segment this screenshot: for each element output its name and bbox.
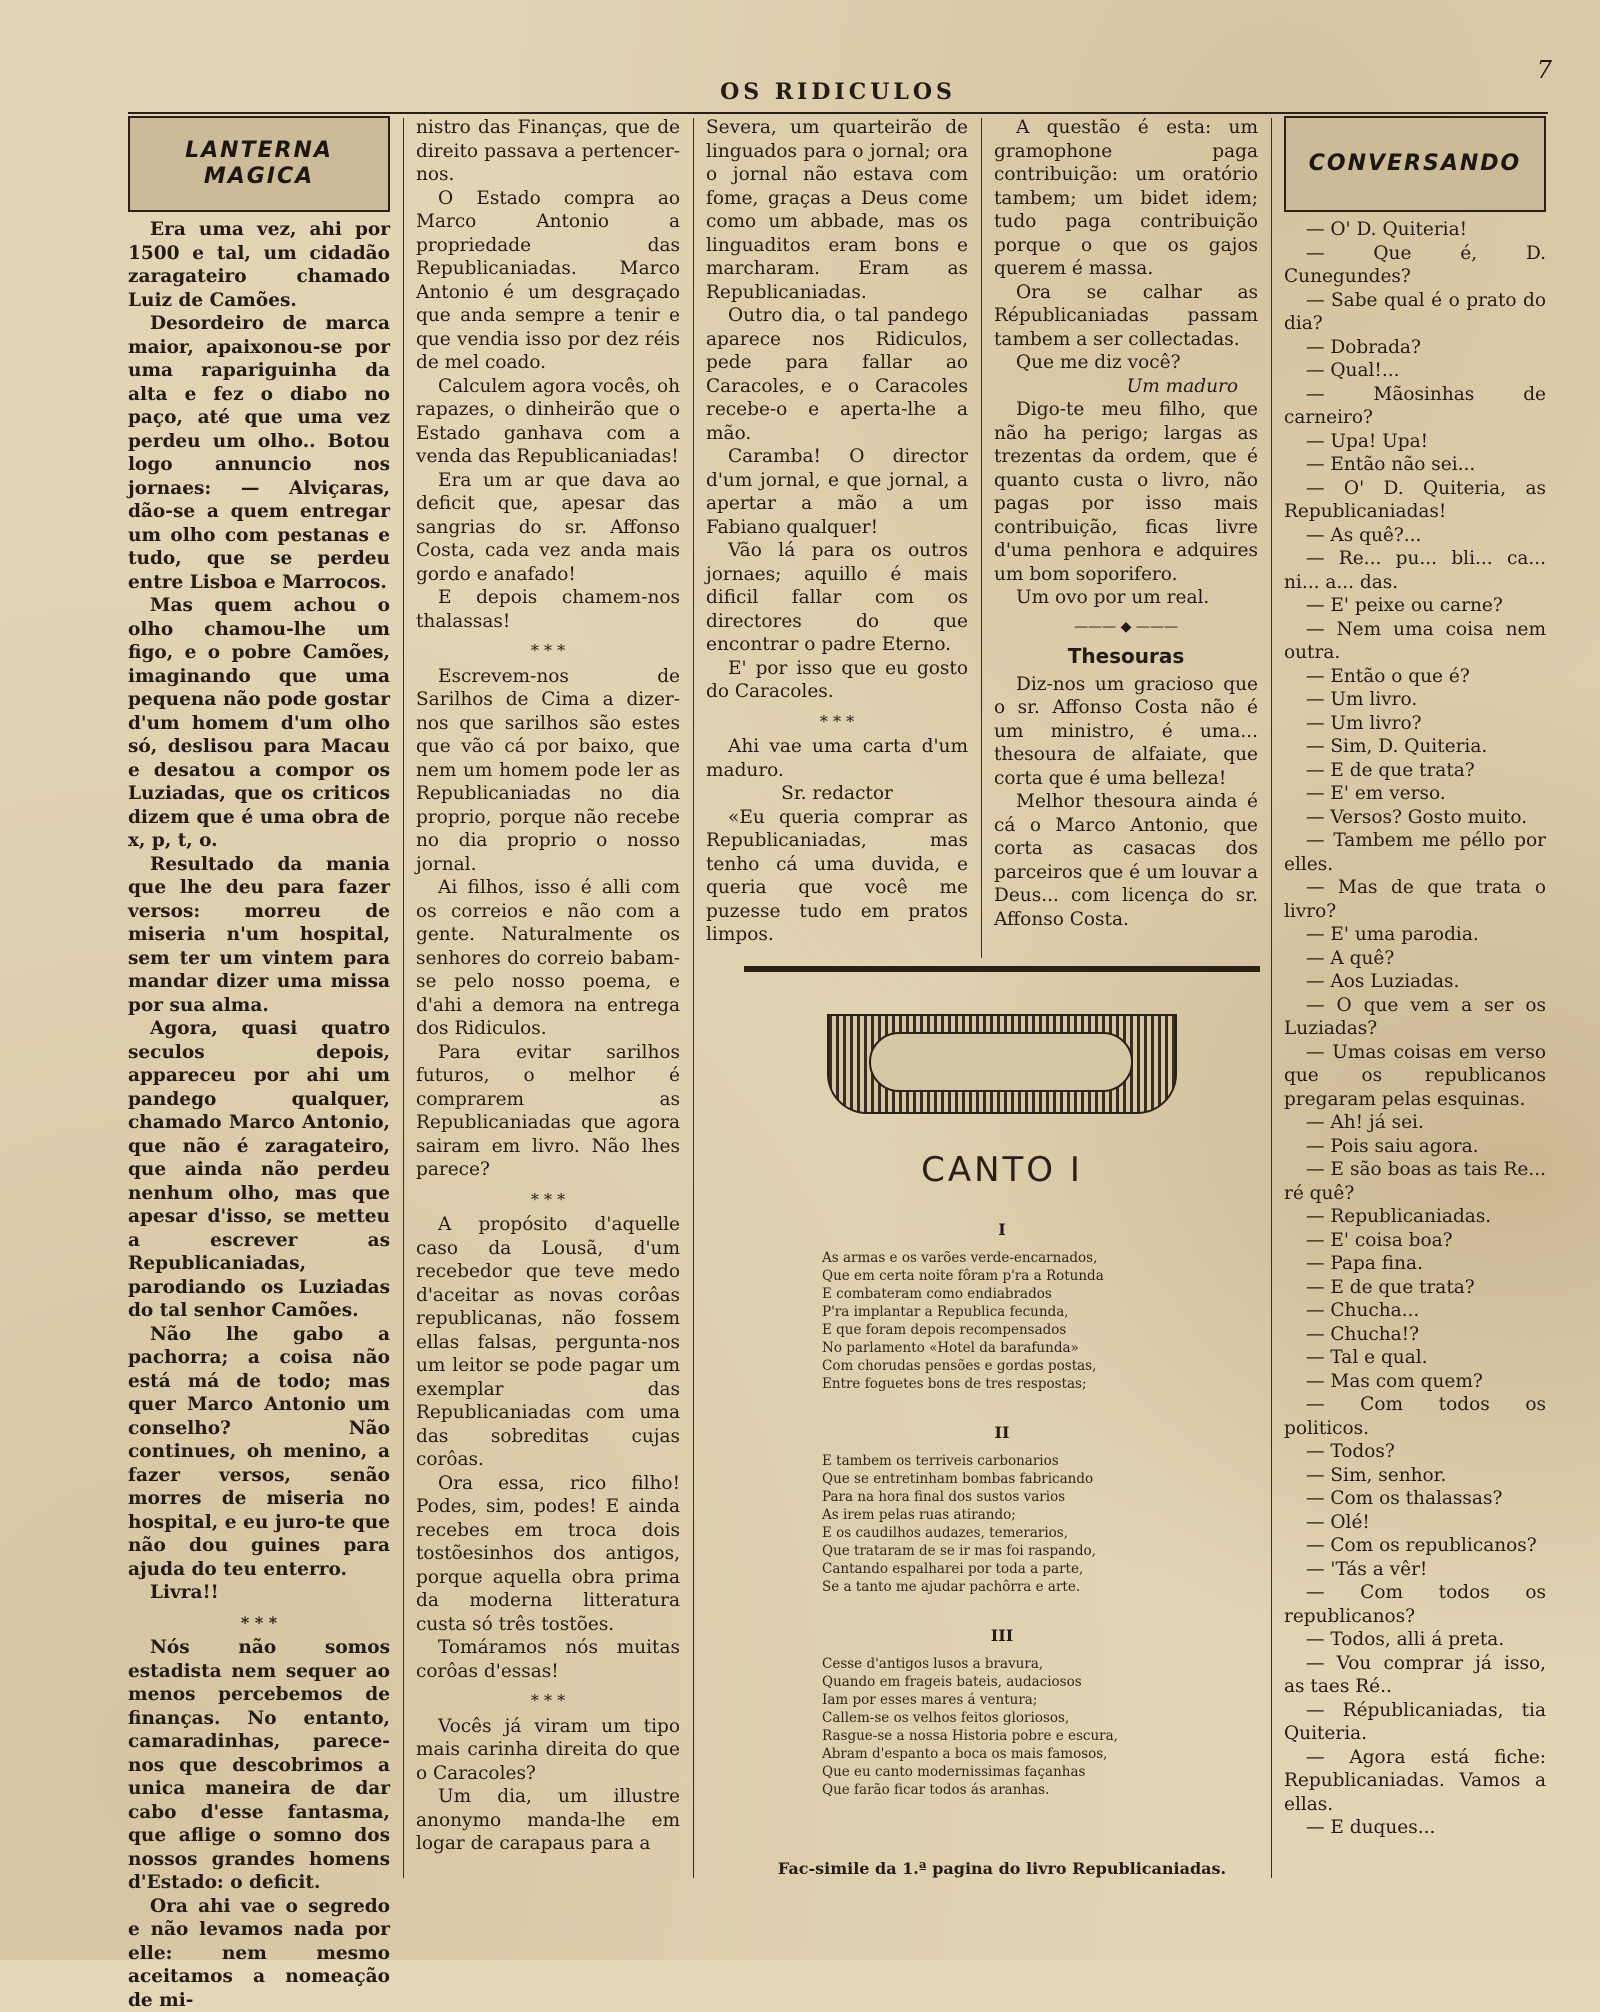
article-paragraph: A questão é esta: um gramophone paga contribuição: um oratório tambem; um bidet idem; tudo paga contribuição porque o que os gajos querem é massa. <box>994 116 1258 281</box>
dialogue-line: — Ah! já sei. <box>1284 1111 1546 1135</box>
dialogue-line: — Então o que é? <box>1284 665 1546 689</box>
dialogue-line: — Re... pu... bli... ca... ni... a... das. <box>1284 547 1546 594</box>
dialogue-line: — Mas com quem? <box>1284 1370 1546 1394</box>
stanza-number: I <box>744 1220 1260 1239</box>
dialogue-line: — E' em verso. <box>1284 782 1546 806</box>
dialogue-line: — E de que trata? <box>1284 759 1546 783</box>
article-paragraph: A propósito d'aquelle caso da Lousã, d'um recebedor que teve medo d'aceitar as novas corôas republicanas, não fossem ellas falsas, pergunta-nos um leitor se pode pagar um exemplar das Republicaniadas com uma das sobreditas cujas corôas. <box>416 1213 680 1472</box>
verse-line: E combateram como endiabrados <box>822 1285 1182 1303</box>
dialogue-line: — Com todos os republicanos? <box>1284 1581 1546 1628</box>
dialogue-line: — Com os republicanos? <box>1284 1534 1546 1558</box>
article-paragraph: Melhor thesoura ainda é cá o Marco Antonio, que corta as casacas dos parceiros que é um louvar a Deus... com licença do sr. Affonso Costa. <box>994 790 1258 931</box>
verse-line: Para na hora final dos sustos varios <box>822 1488 1182 1506</box>
article-paragraph: Desordeiro de marca maior, apaixonou-se por uma rapariguinha da alta e fez o diabo no paço, até que uma vez perdeu um olho.. Botou logo annuncio nos jornaes: — Alviçaras, dão-se a quem entregar um olho com pestanas e tudo, que se perdeu entre Lisboa e Marrocos. <box>128 312 390 594</box>
article-paragraph: Escrevem-nos de Sarilhos de Cima a dizer-nos que sarilhos são estes que vão cá por baixo, que nem um homem pode ler as Republicaniadas no dia proprio, porque não recebe no dia proprio o nosso jornal. <box>416 665 680 877</box>
dialogue-line: — Com os thalassas? <box>1284 1487 1546 1511</box>
verse-line: Abram d'espanto a boca os mais famosos, <box>822 1745 1182 1763</box>
dialogue-line: — E' uma parodia. <box>1284 923 1546 947</box>
article-paragraph: Ai filhos, isso é alli com os correios e não com a gente. Naturalmente os senhores do correio babam-se pelo nosso poema, e d'ahi a demora na entrega dos Ridiculos. <box>416 876 680 1041</box>
section-separator: * * * <box>416 1689 680 1713</box>
dialogue-line: — Chucha... <box>1284 1299 1546 1323</box>
stanza <box>822 1655 1182 1799</box>
dialogue-line: — Upa! Upa! <box>1284 430 1546 454</box>
dialogue-line: — A quê? <box>1284 947 1546 971</box>
article-paragraph: Ora essa, rico filho! Podes, sim, podes! E ainda recebes em troca dois tostõesinhos dos antigos, porque aquella obra prima da moderna litteratura custa só três tostões. <box>416 1472 680 1637</box>
article-paragraph: Ora ahi vae o segredo e não levamos nada por elle: nem mesmo aceitamos a nomeação de mi- <box>128 1895 390 2012</box>
dialogue-line: — As quê?... <box>1284 524 1546 548</box>
stanza-number: III <box>744 1626 1260 1645</box>
dialogue-line: — Nem uma coisa nem outra. <box>1284 618 1546 665</box>
dialogue-line: — Aos Luziadas. <box>1284 970 1546 994</box>
dialogue-line: — Que é, D. Cunegundes? <box>1284 242 1546 289</box>
dialogue-line: — Sim, D. Quiteria. <box>1284 735 1546 759</box>
lanterna-magica-title: LANTERNA MAGICA <box>130 138 388 190</box>
stanza-number: II <box>744 1423 1260 1442</box>
verse-line: E os caudilhos audazes, temerarios, <box>822 1524 1182 1542</box>
dialogue-line: — O' D. Quiteria! <box>1284 218 1546 242</box>
column-lanterna-magica <box>128 116 390 2012</box>
dialogue-line: — 'Tás a vêr! <box>1284 1558 1546 1582</box>
article-paragraph: Um dia, um illustre anonymo manda-lhe em logar de carapaus para a <box>416 1785 680 1856</box>
article-paragraph: Livra!! <box>128 1581 390 1605</box>
verse-line: E tambem os terriveis carbonarios <box>822 1452 1182 1470</box>
dialogue-line: — Sabe qual é o prato do dia? <box>1284 289 1546 336</box>
article-paragraph: nistro das Finanças, que de direito passava a pertencer-nos. <box>416 116 680 187</box>
stanzas <box>744 1220 1260 1799</box>
dialogue-line: — Tal e qual. <box>1284 1346 1546 1370</box>
dialogue-line: — Com todos os politicos. <box>1284 1393 1546 1440</box>
letter-body: «Eu queria comprar as Republicaniadas, mas tenho cá uma duvida, e queria que você me puzesse tudo em pratos limpos. <box>706 806 968 947</box>
dialogue-line: — E de que trata? <box>1284 1276 1546 1300</box>
facsimile-top-rule <box>744 966 1260 972</box>
dialogue-line: — Todos? <box>1284 1440 1546 1464</box>
dialogue-line: — Dobrada? <box>1284 336 1546 360</box>
dialogue-line: — Republicaniadas. <box>1284 1205 1546 1229</box>
verse-line: Iam por esses mares á ventura; <box>822 1691 1182 1709</box>
verse-line: Que eu canto modernissimas façanhas <box>822 1763 1182 1781</box>
article-paragraph: Severa, um quarteirão de linguados para o jornal; ora o jornal não estava com fome, graças a Deus come como um abbade, mas os linguaditos eram bons e marcharam. Eram as Republicaniadas. <box>706 116 968 304</box>
verse-line: Se a tanto me ajudar pachôrra e arte. <box>822 1578 1182 1596</box>
article-paragraph: Para evitar sarilhos futuros, o melhor é comprarem as Republicaniadas que agora sairam em livro. Não lhes parece? <box>416 1041 680 1182</box>
facsimile-block <box>744 986 1260 1878</box>
verse-line: As irem pelas ruas atirando; <box>822 1506 1182 1524</box>
letter-signature: Um maduro <box>994 375 1238 399</box>
column-rule <box>1271 118 1272 1878</box>
dialogue-line: — Mãosinhas de carneiro? <box>1284 383 1546 430</box>
article-paragraph: E depois chamem-nos thalassas! <box>416 586 680 633</box>
dialogue-line: — Um livro? <box>1284 712 1546 736</box>
verse-line: Cantando espalharei por toda a parte, <box>822 1560 1182 1578</box>
article-paragraph: Diz-nos um gracioso que o sr. Affonso Costa não é um ministro, é uma... thesoura de alfaiate, que corta que é uma belleza! <box>994 673 1258 791</box>
dialogue-line: — Versos? Gosto muito. <box>1284 806 1546 830</box>
dialogue-line: — Chucha!? <box>1284 1323 1546 1347</box>
dialogue-line: — Olé! <box>1284 1511 1546 1535</box>
article-paragraph: Mas quem achou o olho chamou-lhe um figo, e o pobre Camões, imaginando que uma pequena não pode gostar d'um homem d'um olho só, deslisou para Macau e desatou a compor os Luziadas, que os criticos dizem que é uma obra de x, p, t, o. <box>128 594 390 853</box>
verse-line: P'ra implantar a Republica fecunda, <box>822 1303 1182 1321</box>
dialogue-line: — Papa fina. <box>1284 1252 1546 1276</box>
verse-line: No parlamento «Hotel da barafunda» <box>822 1339 1182 1357</box>
article-paragraph: Vão lá para os outros jornaes; aquillo é mais dificil fallar com os directores do que encontrar o padre Eterno. <box>706 539 968 657</box>
dialogue-line: — E duques... <box>1284 1816 1546 1840</box>
stanza <box>822 1452 1182 1596</box>
canto-title: CANTO I <box>744 1150 1260 1190</box>
column-rule <box>981 118 982 958</box>
verse-line: Que farão ficar todos ás aranhas. <box>822 1781 1182 1799</box>
dialogue-line: — O que vem a ser os Luziadas? <box>1284 994 1546 1041</box>
article-paragraph: Ahi vae uma carta d'um maduro. <box>706 735 968 782</box>
conversando-title: CONVERSANDO <box>1309 151 1522 177</box>
letter-salutation: Sr. redactor <box>706 782 968 806</box>
column-four <box>994 116 1258 931</box>
section-separator: * * * <box>416 1188 680 1212</box>
article-paragraph: Calculem agora vocês, oh rapazes, o dinheirão que o Estado ganhava com a venda das Republicaniadas! <box>416 375 680 469</box>
article-paragraph: Nós não somos estadista nem sequer ao menos percebemos de finanças. No entanto, camaradinhas, parece-nos que descobrimos a unica maneira de dar cabo d'esse fantasma, que aflige o somno dos nossos grandes homens d'Estado: o deficit. <box>128 1636 390 1895</box>
dialogue-line: — O' D. Quiteria, as Republicaniadas! <box>1284 477 1546 524</box>
article-paragraph: Era um ar que dava ao deficit que, apesar das sangrias do sr. Affonso Costa, cada vez anda mais gordo e anafado! <box>416 469 680 587</box>
dialogue-line: — Vou comprar já isso, as taes Ré.. <box>1284 1652 1546 1699</box>
dialogue-line: — Qual!... <box>1284 359 1546 383</box>
column-two <box>416 116 680 1856</box>
column-conversando <box>1284 116 1546 1840</box>
column-rule <box>693 118 694 1878</box>
facsimile-caption: Fac-simile da 1.ª pagina do livro Republicaniadas. <box>744 1859 1260 1878</box>
masthead <box>128 72 1548 114</box>
verse-line: Quando em frageis bateis, audaciosos <box>822 1673 1182 1691</box>
verse-line: Que se entretinham bombas fabricando <box>822 1470 1182 1488</box>
article-paragraph: Que me diz você? <box>994 351 1258 375</box>
dialogue-line: — Todos, alli á preta. <box>1284 1628 1546 1652</box>
dialogue-line: — Républicaniadas, tia Quiteria. <box>1284 1699 1546 1746</box>
section-title-thesouras: Thesouras <box>994 645 1258 669</box>
dialogue <box>1284 218 1546 1840</box>
article-paragraph: Digo-te meu filho, que não ha perigo; largas as trezentas da ordem, que é quanto custa o livro, não pagas por isso mais contribuição, ficas livre d'uma penhora e adquires um bom soporifero. <box>994 398 1258 586</box>
dialogue-line: — Um livro. <box>1284 688 1546 712</box>
dialogue-line: — E' peixe ou carne? <box>1284 594 1546 618</box>
section-separator: * * * <box>416 639 680 663</box>
verse-line: Que em certa noite fôram p'ra a Rotunda <box>822 1267 1182 1285</box>
conversando-badge <box>1284 116 1546 212</box>
verse-line: Callem-se os velhos feitos gloriosos, <box>822 1709 1182 1727</box>
article-paragraph: Tomáramos nós muitas corôas d'essas! <box>416 1636 680 1683</box>
column-rule <box>403 118 404 1878</box>
dialogue-line: — E' coisa boa? <box>1284 1229 1546 1253</box>
article-paragraph: Outro dia, o tal pandego aparece nos Ridiculos, pede para fallar ao Caracoles, e o Caracoles recebe-o e aperta-lhe a mão. <box>706 304 968 445</box>
ornamental-divider: ——— ◆ ——— <box>994 616 1258 640</box>
section-separator: * * * <box>128 1611 390 1635</box>
verse-line: E que foram depois recompensados <box>822 1321 1182 1339</box>
article-paragraph: Agora, quasi quatro seculos depois, appareceu por ahi um pandego qualquer, chamado Marco Antonio, que não é zaragateiro, que ainda não perdeu nenhum olho, mas que apesar d'isso, se metteu a escrever as Republicaniadas, parodiando os Luziadas do tal senhor Camões. <box>128 1017 390 1323</box>
stanza <box>822 1249 1182 1393</box>
dialogue-line: — Agora está fiche: Republicaniadas. Vamos a ellas. <box>1284 1746 1546 1817</box>
verse-line: Entre foguetes bons de tres respostas; <box>822 1375 1182 1393</box>
article-paragraph: Caramba! O director d'um jornal, e que jornal, a apertar a mão a um Fabiano qualquer! <box>706 445 968 539</box>
dialogue-line: — E são boas as tais Re... ré quê? <box>1284 1158 1546 1205</box>
article-paragraph: Resultado da mania que lhe deu para fazer versos: morreu de miseria n'um hospital, sem ter um vintem para mandar dizer uma missa por sua alma. <box>128 853 390 1018</box>
article-paragraph: Não lhe gabo a pachorra; a coisa não está má de todo; mas quer Marco Antonio um conselho? Não continues, oh menino, a fazer versos, senão morres de miseria no hospital, e eu juro-te que não dou guines para ajuda do teu enterro. <box>128 1323 390 1582</box>
article-paragraph: O Estado compra ao Marco Antonio a propriedade das Republicaniadas. Marco Antonio é um desgraçado que anda sempre a tenir e que vendia isso por dez réis de mel coado. <box>416 187 680 375</box>
section-separator: * * * <box>706 710 968 734</box>
dialogue-line: — Tambem me péllo por elles. <box>1284 829 1546 876</box>
lanterna-magica-badge <box>128 116 390 212</box>
article-paragraph: Um ovo por um real. <box>994 586 1258 610</box>
verse-line: Que trataram de se ir mas foi raspando, <box>822 1542 1182 1560</box>
vignette-figure <box>869 1032 1133 1092</box>
article-paragraph: E' por isso que eu gosto do Caracoles. <box>706 657 968 704</box>
verse-line: As armas e os varões verde-encarnados, <box>822 1249 1182 1267</box>
verse-line: Cesse d'antigos lusos a bravura, <box>822 1655 1182 1673</box>
article-paragraph: Vocês já viram um tipo mais carinha direita do que o Caracoles? <box>416 1715 680 1786</box>
dialogue-line: — Sim, senhor. <box>1284 1464 1546 1488</box>
masthead-title: OS RIDICULOS <box>720 79 956 105</box>
column-three <box>706 116 968 947</box>
page-number: 7 <box>1537 56 1552 84</box>
vignette-illustration <box>827 1014 1177 1114</box>
dialogue-line: — Umas coisas em verso que os republicanos pregaram pelas esquinas. <box>1284 1041 1546 1112</box>
dialogue-line: — Mas de que trata o livro? <box>1284 876 1546 923</box>
dialogue-line: — Então não sei... <box>1284 453 1546 477</box>
article-paragraph: Ora se calhar as Républicaniadas passam tambem a ser collectadas. <box>994 281 1258 352</box>
verse-line: Com chorudas pensões e gordas postas, <box>822 1357 1182 1375</box>
dialogue-line: — Pois saiu agora. <box>1284 1135 1546 1159</box>
verse-line: Rasgue-se a nossa Historia pobre e escura, <box>822 1727 1182 1745</box>
article-paragraph: Era uma vez, ahi por 1500 e tal, um cidadão zaragateiro chamado Luiz de Camões. <box>128 218 390 312</box>
